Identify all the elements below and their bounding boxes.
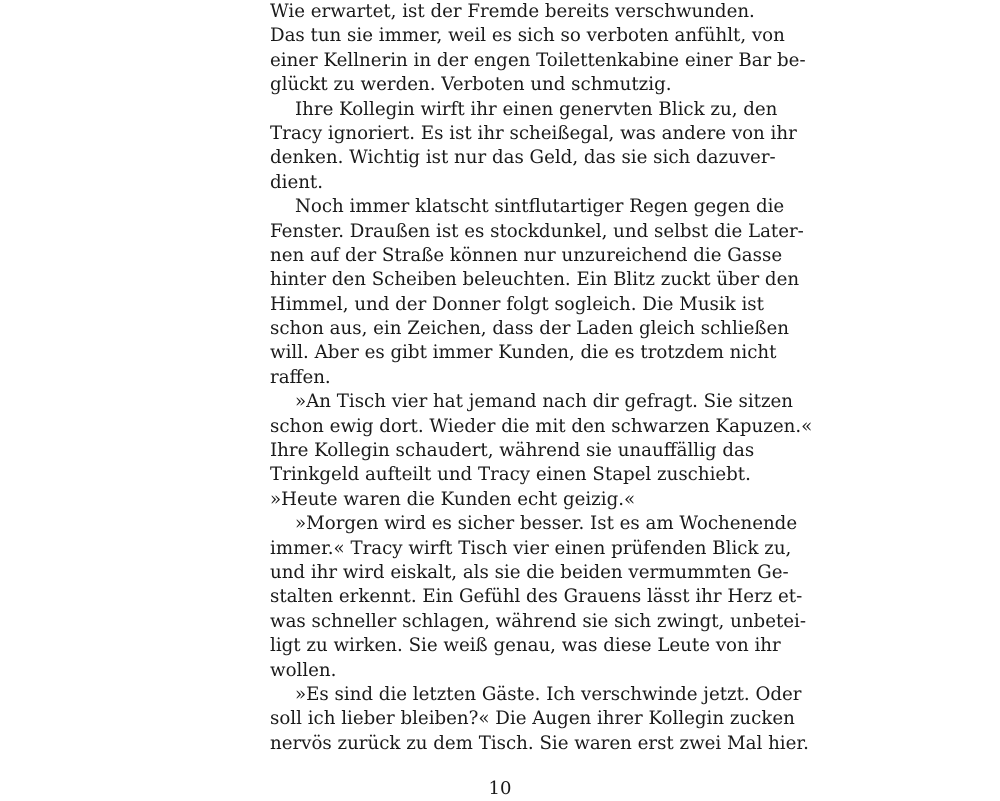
text-line: Himmel, und der Donner folgt sogleich. Die Musik ist (270, 293, 764, 315)
paragraph (270, 683, 809, 756)
body-text (270, 0, 813, 756)
text-line: soll ich lieber bleiben?« Die Augen ihrer Kollegin zucken (270, 708, 795, 730)
text-line: will. Aber es gibt immer Kunden, die es trotzdem nicht (270, 342, 777, 364)
text-line: Wie erwartet, ist der Fremde bereits verschwunden. (270, 1, 755, 22)
text-line: immer.« Tracy wirft Tisch vier einen prüfenden Blick zu, (270, 537, 792, 559)
text-line: »Heute waren die Kunden echt geizig.« (270, 488, 636, 510)
text-line: was schneller schlagen, während sie sich zwingt, unbetei- (270, 610, 806, 632)
text-line: Tracy ignoriert. Es ist ihr scheißegal, was andere von ihr (270, 122, 797, 144)
paragraph (270, 390, 813, 512)
text-line: nen auf der Straße können nur unzureichend die Gasse (270, 244, 783, 266)
text-line: glückt zu werden. Verboten und schmutzig. (270, 74, 672, 96)
text-line: nervös zurück zu dem Tisch. Sie waren erst zwei Mal hier. (270, 732, 809, 754)
text-line: Ihre Kollegin wirft ihr einen genervten Blick zu, den (295, 98, 778, 120)
text-line: denken. Wichtig ist nur das Geld, das sie sich dazuver- (270, 147, 776, 169)
text-line: Trinkgeld aufteilt und Tracy einen Stapel zuschiebt. (270, 464, 751, 486)
paragraph (270, 0, 806, 98)
text-line: raffen. (270, 366, 331, 388)
paragraph (270, 512, 806, 683)
paragraph (270, 195, 804, 390)
text-line: einer Kellnerin in der engen Toilettenkabine einer Bar be- (270, 49, 806, 71)
page-number: 10 (488, 778, 512, 799)
text-line: wollen. (270, 659, 337, 681)
text-line: schon aus, ein Zeichen, dass der Laden gleich schließen (270, 318, 789, 340)
text-line: »Es sind die letzten Gäste. Ich verschwinde jetzt. Oder (295, 683, 802, 705)
text-line: stalten erkennt. Ein Gefühl des Grauens lässt ihr Herz et- (270, 586, 803, 608)
text-line: hinter den Scheiben beleuchten. Ein Blitz zuckt über den (270, 269, 800, 291)
text-line: schon ewig dort. Wieder die mit den schwarzen Kapuzen.« (270, 415, 813, 437)
text-line: »An Tisch vier hat jemand nach dir gefragt. Sie sitzen (295, 391, 794, 413)
text-line: und ihr wird eiskalt, als sie die beiden vermummten Ge- (270, 561, 789, 583)
text-line: dient. (270, 171, 324, 193)
text-line: Das tun sie immer, weil es sich so verboten anfühlt, von (270, 25, 785, 47)
text-line: Ihre Kollegin schaudert, während sie unauffällig das (270, 440, 755, 462)
text-line: Fenster. Draußen ist es stockdunkel, und selbst die Later- (270, 220, 804, 242)
paragraph (270, 98, 797, 196)
text-line: »Morgen wird es sicher besser. Ist es am Wochenende (295, 513, 798, 535)
text-line: Noch immer klatscht sintflutartiger Regen gegen die (295, 196, 785, 218)
text-line: ligt zu wirken. Sie weiß genau, was diese Leute von ihr (270, 635, 781, 657)
